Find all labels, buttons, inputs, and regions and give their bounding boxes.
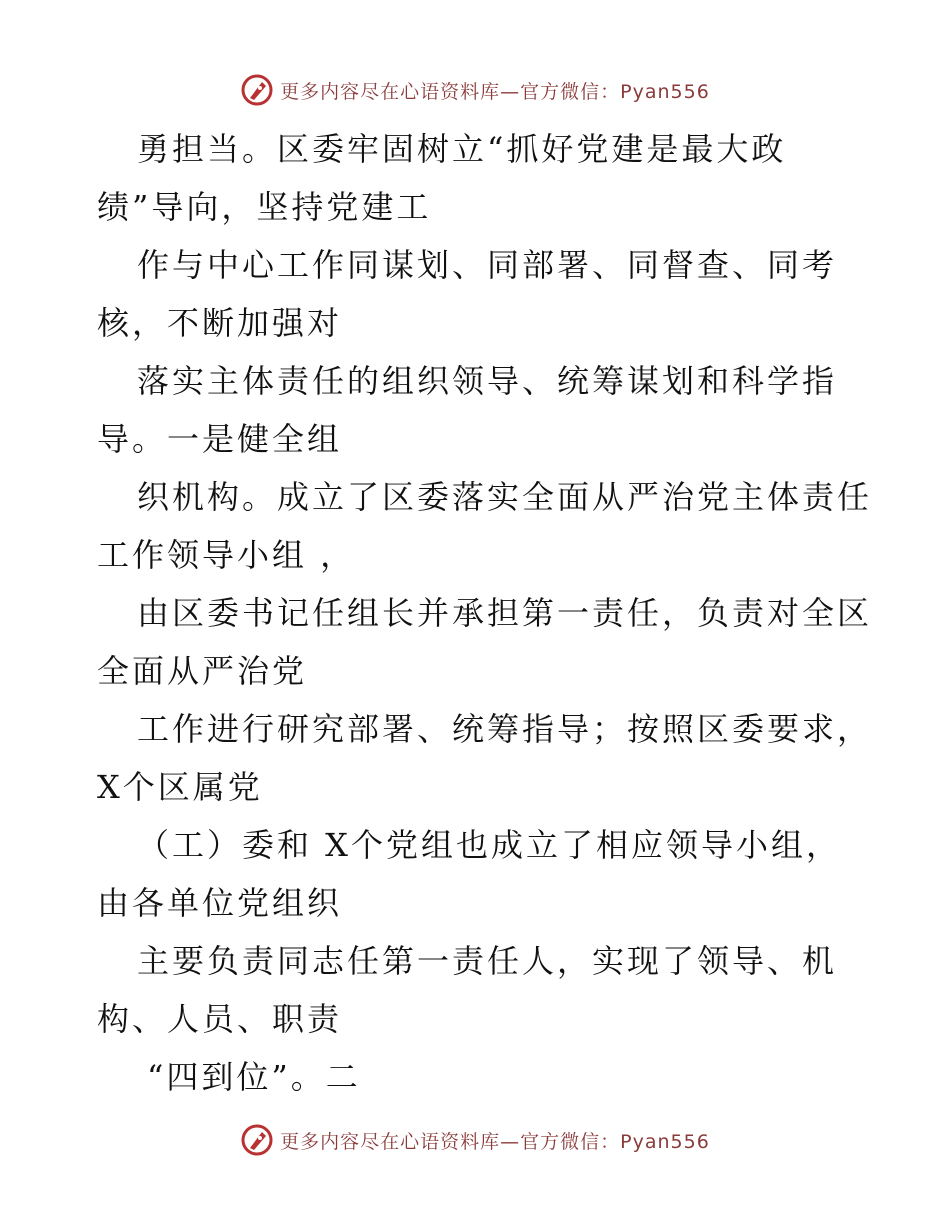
footer-banner: [0, 1120, 950, 1160]
document-line: 核，不断加强对: [97, 304, 343, 342]
document-line: （工）委和 X个党组也成立了相应领导小组，: [137, 826, 841, 864]
header-banner: [0, 70, 950, 110]
document-line: 勇担当。区委牢固树立“抓好党建是最大政: [137, 130, 787, 168]
document-line: “四到位”。二: [147, 1058, 361, 1096]
document-line: 织机构。成立了区委落实全面从严治党主体责任: [137, 478, 873, 516]
document-line: 由各单位党组织: [97, 884, 343, 922]
document-line: 导。一是健全组: [97, 420, 343, 458]
document-line: 工作领导小组 ，: [97, 536, 356, 574]
pen-nib-logo-icon: [240, 1123, 274, 1157]
footer-watermark-text: 更多内容尽在心语资料库—官方微信：Pyan556: [280, 1130, 710, 1153]
document-line: 落实主体责任的组织领导、统筹谋划和科学指: [137, 362, 838, 400]
document-line: 全面从严治党: [97, 652, 308, 690]
document-line: 构、人员、职责: [97, 1000, 343, 1038]
document-line: 工作进行研究部署、统筹指导；按照区委要求，: [137, 710, 873, 748]
pen-nib-logo-icon: [240, 73, 274, 107]
document-line: 作与中心工作同谋划、同部署、同督查、同考: [137, 246, 838, 284]
document-line: X个区属党: [97, 768, 263, 806]
header-watermark-text: 更多内容尽在心语资料库—官方微信：Pyan556: [280, 80, 710, 103]
document-body: [97, 120, 897, 1106]
document-line: 主要负责同志任第一责任人，实现了领导、机: [137, 942, 838, 980]
document-line: 由区委书记任组长并承担第一责任，负责对全区: [137, 594, 873, 632]
document-line: 绩”导向，坚持党建工: [97, 188, 432, 226]
